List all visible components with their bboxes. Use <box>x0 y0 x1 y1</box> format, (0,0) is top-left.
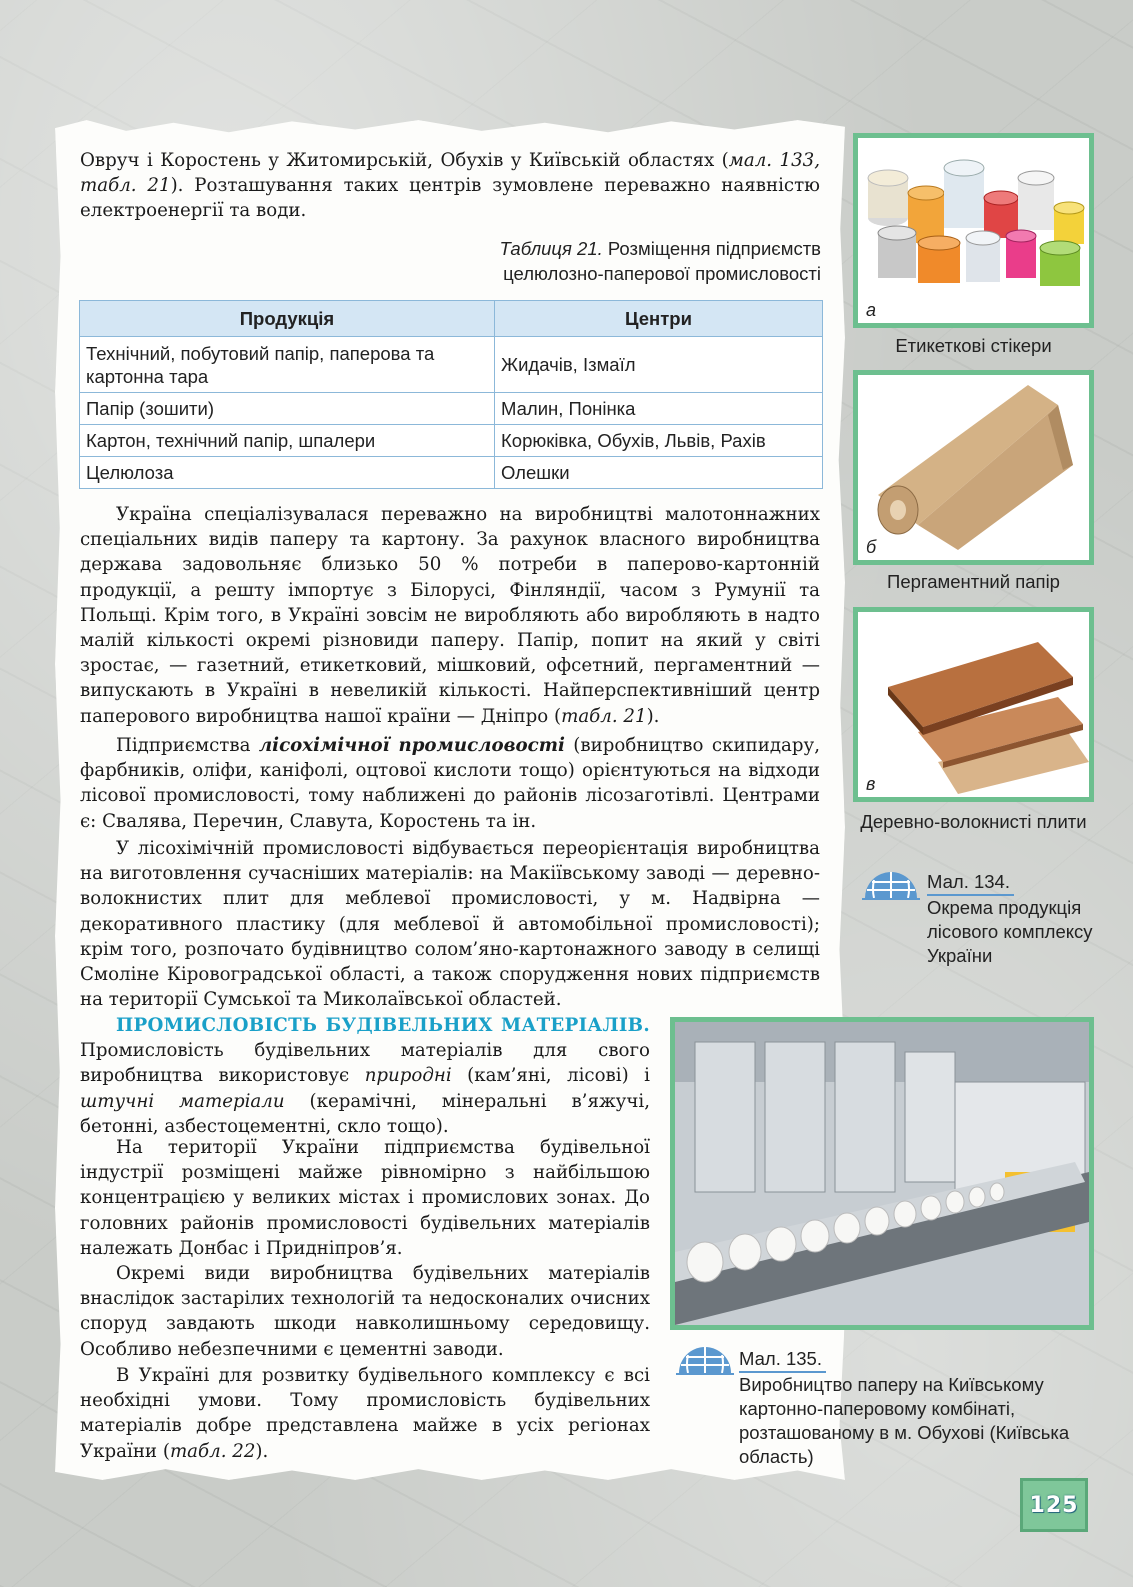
table-row <box>80 393 823 425</box>
table-caption: Таблиця 21. Розміщення підприємств целюлозно-паперової промисловості <box>499 238 821 284</box>
paragraph-distribution: На території України підприємства будівельної індустрії розміщені майже рівномірно з найбільшою концентрацією у великих містах і промислових зонах. До головних районів промисловості будівельних матеріалів належать Донбас і Придніпров’я. <box>80 1137 650 1259</box>
table-row <box>80 425 823 457</box>
parchment-roll-image <box>858 375 1089 560</box>
figure-caption-c: Деревно-волокнисті плити <box>860 811 1087 832</box>
section-heading: ПРОМИСЛОВІСТЬ БУДІВЕЛЬНИХ МАТЕРІАЛІВ. <box>116 1015 650 1036</box>
globe-icon <box>862 870 920 900</box>
fiberboards-image <box>858 612 1089 797</box>
paragraph-forest-chemistry: Підприємства лісохімічної промисловості (виробництво скипидару, фарбників, оліфи, каніфолі, оцтової кислоти тощо) орієнтуються на відходи лісової промисловості, тому наближені до районів лісозаготівлі. Центрами є: Свалява, Перечин, Славута, Коростень та ін. <box>80 735 820 832</box>
figure-letter: б <box>866 537 877 557</box>
figure-caption-b: Пергаментний папір <box>887 571 1060 592</box>
label-stickers-image <box>858 138 1089 323</box>
figure-caption-mal134: Мал. 134. Окрема продукція лісового комплексу України <box>927 871 1093 966</box>
figure-caption-a: Етикеткові стікери <box>895 335 1052 356</box>
paragraph-pollution: Окремі види виробництва будівельних матеріалів внаслідок застарілих технологій та недосконалих очисних споруд завдають шкоди навколишньому середовищу. Особливо небезпечними є цементні заводи. <box>80 1263 650 1360</box>
figure-letter: в <box>866 774 876 794</box>
figure-number: Мал. 135. <box>739 1347 826 1373</box>
table-cell: Технічний, побутовий папір, паперова та картонна тара <box>80 337 495 393</box>
figure-caption-mal135: Мал. 135. Виробництво паперу на Київському картонно-паперовому комбінаті, розташованому в м. Обухові (Київська область) <box>739 1348 1070 1467</box>
table-cell: Папір (зошити) <box>80 393 495 425</box>
table-header: Центри <box>495 301 823 337</box>
paragraph-intro: Овруч і Коростень у Житомирській, Обухів у Київській областях (мал. 133, табл. 21). Розташування таких центрів зумовлене переважно наявністю електроенергії та води. <box>80 150 821 222</box>
table-cell: Малин, Понінка <box>495 393 823 425</box>
page-number: 125 <box>1029 1492 1079 1518</box>
table-header: Продукція <box>80 301 495 337</box>
figure-fiberboards <box>853 607 1094 802</box>
table-cell: Олешки <box>495 457 823 489</box>
table-cell: Картон, технічний папір, шпалери <box>80 425 495 457</box>
table-cell: Целюлоза <box>80 457 495 489</box>
paragraph-building-materials: ПРОМИСЛОВІСТЬ БУДІВЕЛЬНИХ МАТЕРІАЛІВ. Промисловість будівельних матеріалів для свого виробництва використовує природні (кам’яні, лісові) і штучні матеріали (керамічні, мінеральні в’яжучі, бетонні, азбестоцементні, скло тощо). <box>80 1015 650 1137</box>
figure-paper-factory <box>670 1017 1094 1330</box>
paragraph-paper-production: Україна спеціалізувалася переважно на виробництві малотоннажних спеціальних видів паперу та картону. За рахунок власного виробництва держава задовольняє близько 50 % потреби в паперово-картонній продукції, а решту імпортує з Білорусі, Фінляндії, часом з Румунії та Польщі. Крім того, в Україні зовсім не виробляють або виробляють в надто малій кількості окремі різновиди паперу. Папір, попит на який у світі зростає, — газетний, етикетковий, мішковий, офсетний, пергаментний — випускають в Україні в невеликій кількості. Найперспективніший центр паперового виробництва нашої країни — Дніпро (табл. 21). <box>80 504 820 727</box>
table-pulp-paper <box>79 300 823 489</box>
table-cell: Жидачів, Ізмаїл <box>495 337 823 393</box>
figure-letter: а <box>866 300 877 320</box>
paragraph-reorientation: У лісохімічній промисловості відбувається переорієнтація виробництва на виготовлення сучасніших матеріалів: на Макіївському заводі — деревно-волокнистих плит для меблевої промисловості, у м. Надвірна — декоративного пластику (для меблевої й автомобільної промисловості); крім того, розпочато будівництво солом’яно-картонажного заводу в селищі Смоліне Кіровоградської області, а також спорудження нових підприємств на території Сумської та Миколаївської областей. <box>80 838 820 1011</box>
figure-label-stickers <box>853 133 1094 328</box>
table-cell: Корюківка, Обухів, Львів, Рахів <box>495 425 823 457</box>
table-row <box>80 337 823 393</box>
figure-number: Мал. 134. <box>927 870 1014 896</box>
page-number-badge <box>1020 1478 1088 1532</box>
paragraph-conditions: В Україні для розвитку будівельного комплексу є всі необхідні умови. Тому промисловість будівельних матеріалів добре представлена майже в усіх регіонах України (табл. 22). <box>80 1365 650 1462</box>
paper-factory-image <box>675 1022 1089 1325</box>
globe-icon <box>676 1345 734 1375</box>
table-row <box>80 457 823 489</box>
figure-parchment-paper <box>853 370 1094 565</box>
table-caption-label: Таблиця 21. <box>499 238 603 259</box>
